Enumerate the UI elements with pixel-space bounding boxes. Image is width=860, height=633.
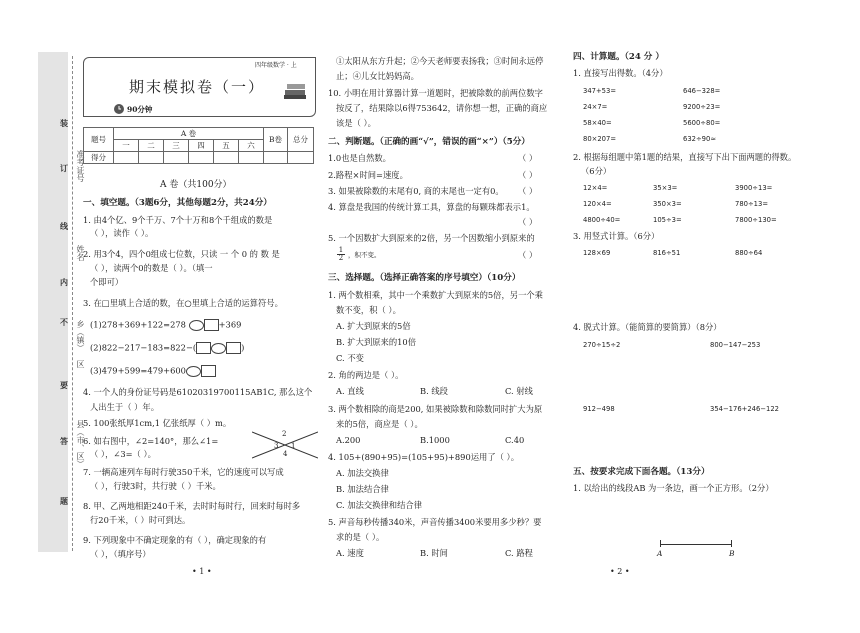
q10-line2: 按反了，结果除以6得753642，请你想一想，正确的商应 bbox=[336, 103, 548, 113]
stepwise-calc-4: 354−176+246−122 bbox=[710, 405, 779, 413]
score-cell[interactable] bbox=[114, 152, 139, 164]
group-calc: 780÷13= bbox=[735, 200, 769, 208]
point-b: B bbox=[729, 549, 735, 558]
score-cell[interactable] bbox=[164, 152, 189, 164]
choice-1-b[interactable]: B. 扩大到原来的10倍 bbox=[336, 337, 417, 347]
q8-line1: 8. 甲、乙两地相距240千米，去时时每时行，回来时每时多 bbox=[83, 501, 301, 511]
vertical-calc-2: 816÷51 bbox=[653, 249, 681, 257]
choice-5-c[interactable]: C. 路程 bbox=[505, 548, 533, 558]
vertical-calc-1: 128×69 bbox=[583, 249, 611, 257]
direct-calc-6: 5600÷80= bbox=[683, 119, 721, 127]
q4-line2: 人出生于（ ）年。 bbox=[90, 402, 160, 412]
judge-3-answer[interactable]: （ ） bbox=[518, 186, 538, 196]
label-district: 区 bbox=[76, 360, 85, 368]
calc-q2-line1: 2. 根据每组题中第1题的结果，直接写下出下面两题的得数。 bbox=[573, 152, 797, 162]
expr-text: (1)278+369+122=278 bbox=[90, 319, 186, 330]
q10-line1: 10. 小明在用计算器计算一道题时，把被除数的前两位数字 bbox=[328, 88, 543, 98]
col: 三 bbox=[164, 140, 189, 152]
fraction-denominator: 2 bbox=[338, 254, 344, 262]
b-header: B卷 bbox=[264, 128, 288, 152]
choice-5-b[interactable]: B. 时间 bbox=[420, 548, 448, 558]
choice-3-b[interactable]: B.1000 bbox=[420, 435, 450, 445]
choice-2: 2. 角的两边是（ ）。 bbox=[328, 370, 404, 380]
direct-calc-1: 347+53= bbox=[583, 87, 617, 95]
score-cell[interactable] bbox=[239, 152, 264, 164]
score-cell[interactable] bbox=[264, 152, 288, 164]
draw-square-q1: 1. 以给出的线段AB 为一条边，画一个正方形。（2分） bbox=[573, 483, 774, 493]
group-calc: 12×4= bbox=[583, 184, 608, 192]
section-4-title: 四、计算题。（24 分 ） bbox=[573, 52, 664, 62]
group-calc: 7800÷130= bbox=[735, 216, 777, 224]
judge-1-answer[interactable]: （ ） bbox=[518, 153, 538, 163]
choice-4: 4. 105+(890+95)=(105+95)+890运用了（ ）。 bbox=[328, 452, 519, 462]
a-header: A 卷 bbox=[114, 128, 264, 140]
expr-text: (2)822−217−183=822−( bbox=[90, 342, 197, 353]
score-cell[interactable] bbox=[214, 152, 239, 164]
stepwise-calc-1: 270÷15÷2 bbox=[583, 341, 621, 349]
fold-char: 线 bbox=[60, 221, 68, 231]
choice-4-a[interactable]: A. 加法交换律 bbox=[336, 468, 389, 478]
grade-tag: 四年级数学 · 上 bbox=[255, 62, 297, 69]
choice-2-b[interactable]: B. 线段 bbox=[420, 386, 448, 396]
q10-line3: 该是（ ）。 bbox=[336, 118, 376, 128]
choice-4-b[interactable]: B. 加法结合律 bbox=[336, 484, 389, 494]
q3-expr2: (2)822−217−183=822−( ) bbox=[90, 342, 245, 353]
choice-5-line2: 求的是（ ）。 bbox=[336, 532, 385, 542]
calc-q2-line2: （6分） bbox=[581, 166, 612, 176]
q6-line2: （ ），∠3=（ ）。 bbox=[90, 449, 156, 459]
page-title: 期末模拟卷（一） bbox=[129, 78, 266, 96]
choice-5-line1: 5. 声音每秒传播340米，声音传播3400米要用多少秒？要 bbox=[328, 517, 542, 527]
q2-line2: （ ），读两个0的数是（ ）。（填一 bbox=[90, 263, 213, 273]
judge-5-answer[interactable]: （ ） bbox=[518, 250, 538, 260]
group-calc: 105÷3= bbox=[653, 216, 682, 224]
judge-5: 5. 一个因数扩大到原来的2倍，另一个因数缩小到原来的 bbox=[328, 233, 535, 243]
judge-5-tail: ，积不变。 bbox=[348, 251, 381, 259]
direct-calc-3: 24×7= bbox=[583, 103, 608, 111]
q6-line1: 6. 如右图中，∠2=140°，那么∠1= bbox=[83, 436, 219, 446]
score-cell[interactable] bbox=[189, 152, 214, 164]
expr-text: +369 bbox=[218, 319, 242, 330]
q1-line2: （ ），读作（ ）。 bbox=[90, 228, 154, 238]
judge-4: 4. 算盘是我国的传统计算工具，算盘的每颗珠都表示1。 bbox=[328, 202, 535, 212]
choice-3-a[interactable]: A.200 bbox=[336, 435, 361, 445]
total-header: 总分 bbox=[288, 128, 314, 152]
choice-1-a[interactable]: A. 扩大到原来的5倍 bbox=[336, 321, 411, 331]
choice-1-c[interactable]: C. 不变 bbox=[336, 353, 364, 363]
fold-char: 内 bbox=[60, 277, 68, 287]
judge-3: 3. 如果被除数的末尾有0, 商的末尾也一定有0。 bbox=[328, 186, 504, 196]
col: 二 bbox=[139, 140, 164, 152]
angle-label-2: 2 bbox=[282, 430, 287, 438]
stepwise-calc-2: 800−147−253 bbox=[710, 341, 761, 349]
answer-box[interactable] bbox=[196, 342, 211, 354]
score-table bbox=[83, 127, 314, 164]
q3-line: 3. 在□里填上合适的数，在○里填上合适的运算符号。 bbox=[83, 298, 283, 308]
label-zkzh: 准考证号 bbox=[76, 150, 85, 182]
q9-items-line2: 止；④儿女比妈妈高。 bbox=[336, 71, 419, 81]
q1-line1: 1. 由4个亿、9个千万、7个十万和8个千组成的数是 bbox=[83, 215, 273, 225]
answer-box[interactable] bbox=[226, 342, 241, 354]
col: 五 bbox=[214, 140, 239, 152]
page-number-2: • 2 • bbox=[610, 567, 630, 576]
direct-calc-5: 58×40= bbox=[583, 119, 612, 127]
q9-line2: （ ），（填序号） bbox=[90, 549, 151, 559]
segment-ab bbox=[660, 544, 732, 545]
expr-text: (3)479+599=479+600 bbox=[90, 365, 186, 376]
direct-calc-8: 632÷90≈ bbox=[683, 135, 717, 143]
books-icon bbox=[283, 78, 307, 100]
calc-q1: 1. 直接写出得数。（4分） bbox=[573, 68, 668, 78]
angle-label-4: 4 bbox=[283, 450, 288, 458]
q9-line1: 9. 下列现象中不确定现象的有（ ），确定现象的有 bbox=[83, 535, 267, 545]
direct-calc-2: 646−328= bbox=[683, 87, 721, 95]
segment-tick-a bbox=[660, 540, 661, 547]
fraction-numerator: 1 bbox=[338, 246, 344, 254]
score-cell[interactable] bbox=[139, 152, 164, 164]
choice-4-c[interactable]: C. 加法交换律和结合律 bbox=[336, 500, 422, 510]
choice-1-line2: 数不变，积（ ）。 bbox=[336, 305, 401, 315]
fold-char: 要 bbox=[60, 380, 68, 390]
q7-line1: 7. 一辆高速列车每时行驶350千米，它的速度可以写成 bbox=[83, 467, 284, 477]
q7-line2: （ ），行驶3时，共行驶（ ）千米。 bbox=[90, 481, 221, 491]
q9-items-line1: ①太阳从东方升起；②今天老师要表扬我；③时间永远停 bbox=[336, 56, 544, 66]
direct-calc-7: 80×207= bbox=[583, 135, 617, 143]
col-num-label: 题号 bbox=[84, 128, 114, 152]
vertical-calc-3: 880÷64 bbox=[735, 249, 763, 257]
section-1-title: 一、填空题。（3题6分，其他每题2分，共24分） bbox=[83, 198, 272, 208]
label-name: 姓名 bbox=[76, 245, 85, 261]
label-county: 县（市、区） bbox=[76, 420, 85, 468]
angle-figure bbox=[252, 430, 318, 460]
judge-2: 2.路程×时间=速度。 bbox=[328, 170, 408, 180]
score-label: 得分 bbox=[84, 152, 114, 164]
choice-3-line1: 3. 两个数相除的商是200, 如果被除数和除数同时扩大为原 bbox=[328, 404, 543, 414]
choice-3-line2: 来的5倍，商应是（ ）。 bbox=[336, 419, 423, 429]
stepwise-calc-3: 912−498 bbox=[583, 405, 615, 413]
time-limit: 90分钟 bbox=[127, 105, 153, 114]
point-a: A bbox=[657, 549, 663, 558]
col: 一 bbox=[114, 140, 139, 152]
choice-3-c[interactable]: C.40 bbox=[505, 435, 525, 445]
group-calc: 120×4= bbox=[583, 200, 612, 208]
operator-circle[interactable] bbox=[211, 343, 226, 354]
q2-line1: 2. 用3个4，四个0组成七位数，只读 一 个 0 的 数 是 bbox=[83, 249, 280, 259]
a-title: A 卷（共100分） bbox=[160, 180, 232, 190]
group-calc: 3900÷13= bbox=[735, 184, 773, 192]
fold-char: 题 bbox=[60, 496, 68, 506]
fold-char: 订 bbox=[60, 163, 68, 173]
angle-label-1: 1 bbox=[291, 442, 296, 450]
judge-2-answer[interactable]: （ ） bbox=[518, 170, 538, 180]
cut-line bbox=[72, 56, 73, 551]
judge-4-answer[interactable]: （ ） bbox=[518, 217, 538, 227]
score-cell[interactable] bbox=[288, 152, 314, 164]
group-calc: 4800÷40= bbox=[583, 216, 621, 224]
choice-2-a[interactable]: A. 直线 bbox=[336, 386, 364, 396]
judge-1: 1.0也是自然数。 bbox=[328, 153, 391, 163]
choice-2-c[interactable]: C. 射线 bbox=[505, 386, 533, 396]
fold-char: 装 bbox=[60, 118, 68, 128]
group-calc: 350×3= bbox=[653, 200, 682, 208]
choice-5-a[interactable]: A. 速度 bbox=[336, 548, 364, 558]
answer-box[interactable] bbox=[201, 365, 216, 377]
fold-char: 答 bbox=[60, 436, 68, 446]
operator-circle[interactable] bbox=[186, 366, 201, 377]
col: 四 bbox=[189, 140, 214, 152]
section-5-title: 五、按要求完成下面各题。（13分） bbox=[573, 467, 710, 477]
segment-tick-b bbox=[731, 540, 732, 547]
page-number-1: • 1 • bbox=[192, 567, 212, 576]
calc-q4: 4. 脱式计算。（能简算的要简算）（8分） bbox=[573, 322, 722, 332]
q8-line2: 行20千米，（ ）时可到达。 bbox=[90, 515, 191, 525]
q3-expr1 bbox=[90, 319, 241, 331]
section-3-title: 三、选择题。（选择正确答案的序号填空）（10分） bbox=[328, 273, 521, 283]
q2-line3: 个即可） bbox=[90, 277, 124, 287]
section-2-title: 二、判断题。（正确的画“√”，错误的画“×”）（5分） bbox=[328, 137, 530, 147]
answer-box[interactable] bbox=[204, 319, 219, 331]
angle-label-3: 3 bbox=[274, 442, 279, 450]
col: 六 bbox=[239, 140, 264, 152]
operator-circle[interactable] bbox=[189, 320, 204, 331]
calc-q3: 3. 用竖式计算。（6分） bbox=[573, 231, 660, 241]
label-town: 乡（镇） bbox=[76, 320, 85, 352]
q5-line: 5. 100张纸厚1cm,1 亿张纸厚（ ）m。 bbox=[83, 418, 232, 428]
direct-calc-4: 9200÷23= bbox=[683, 103, 721, 111]
group-calc: 35×3= bbox=[653, 184, 678, 192]
q4-line1: 4. 一个人的身份证号码是61020319700115AB1C, 那么这个 bbox=[83, 387, 313, 397]
fold-char: 不 bbox=[60, 317, 68, 327]
fraction-half bbox=[337, 247, 345, 262]
clock-icon bbox=[113, 103, 125, 115]
choice-1-line1: 1. 两个数相乘，其中一个乘数扩大到原来的5倍，另一个乘 bbox=[328, 290, 543, 300]
q3-expr3 bbox=[90, 365, 216, 377]
